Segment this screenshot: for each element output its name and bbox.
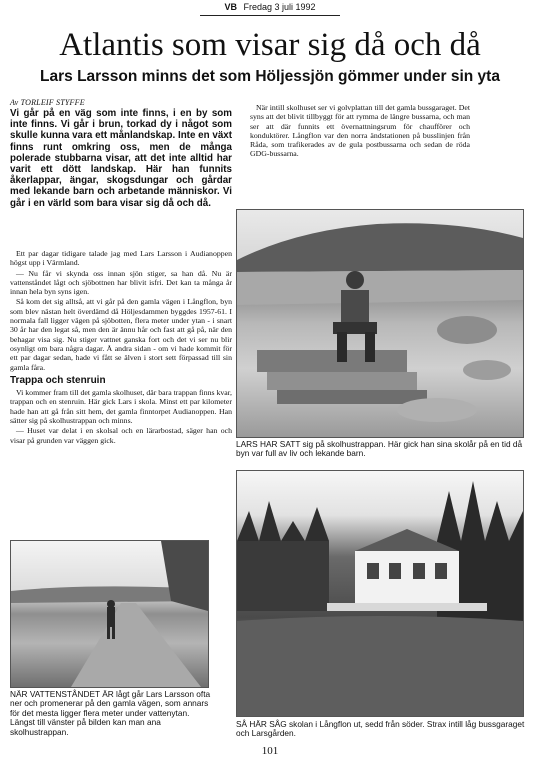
photo-old-school xyxy=(236,470,524,717)
page-header xyxy=(0,2,540,12)
body-paragraph: — Nu får vi skynda oss innan sjön stiger, sa han då. Nu är vattenståndet lågt och sjöbottnen har blivit isfri. Det kan ta många år innan hela byn syns igen. xyxy=(10,268,232,297)
photo-road-illustration xyxy=(11,541,208,687)
body-paragraph: Så kom det sig alltså, att vi går på den gamla vägen i Långflon, byn som blev nästan helt överdämd då Höljesdammen byggdes 1957-61. I normala fall ligger vägen på sjöbotten, flera meter under ytan - i snart 30 år har den legat så, men den är ännu hår och fast att gå på, när den behagar visa sig. Nu stiger vattnet ganska fort och det vi ser nu blir osynligt om bara några dagar. Å andra sidan - om vi hade kommit för ett par dagar sedan, hade vi fått se älven i stort sett förpassad till sin gamla fåra. xyxy=(10,297,232,372)
photo-stairs-illustration xyxy=(237,210,523,437)
photo-school-illustration xyxy=(237,471,523,716)
article-column-2 xyxy=(250,103,470,159)
caption-school xyxy=(236,720,526,739)
caption-text: sig på skolhustrappan. Här gick han sina skolår på en tid då byn var full av liv och lekande barn. xyxy=(236,439,523,459)
body-paragraph: När intill skolhuset ser vi golvplattan till det gamla bussgaraget. Det syns att det blivit tillbyggt för att rymma de längre bussarna, och man ser att där funnits ett övernattningsrum för chaufförer och konduktörer. Långflon var den norra ändstationen på busslinjen från Råda, som trafikerades av de gula postbussarna och sedan de röda GDG-bussarna. xyxy=(250,103,470,159)
section-subheading: Trappa och stenruin xyxy=(10,374,106,386)
header-rule xyxy=(200,15,340,16)
caption-lead: LARS HAR SATT xyxy=(236,439,301,449)
body-paragraph: Vi kommer fram till det gamla skolhuset, där bara trappan finns kvar, trappan och en stenruin. Här gick Lars i skola. Minst ett par kilometer hade han att gå från sitt hem, det gamla finntorpet Audianoppen. Han sätter sig på skolhustrappan och minns. xyxy=(10,388,232,426)
caption-lead: SÅ HÄR SÅG xyxy=(236,719,287,729)
subheadline: Lars Larsson minns det som Höljessjön gömmer under sin yta xyxy=(40,68,500,85)
photo-man-on-stairs xyxy=(236,209,524,438)
issue-date: Fredag 3 juli 1992 xyxy=(243,2,316,12)
body-paragraph: — Huset var delat i en skolsal och en lärarbostad, säger han och visar på grunden var väggen gick. xyxy=(10,426,232,445)
byline: Av TORLEIF STYFFE xyxy=(10,98,85,107)
caption-text: lågt går Lars Larsson ofta ner och promenerar på den gamla vägen, som annars för det mesta ligger flera meter under vattenytan. Längst till vänster på bilden kan man ana skolhustrappan. xyxy=(10,689,211,737)
caption-stairs xyxy=(236,440,526,459)
body-paragraph: Ett par dagar tidigare talade jag med Lars Larsson i Audianoppen högst upp i Värmland. xyxy=(10,249,232,268)
photo-man-on-road xyxy=(10,540,209,688)
caption-text: skolan i Långflon ut, sedd från söder. Strax intill låg bussgaraget och Larsgården. xyxy=(236,719,525,739)
article-column-1 xyxy=(10,249,232,446)
headline: Atlantis som visar sig då och då xyxy=(59,27,481,63)
caption-lead: NÄR VATTENSTÅNDET ÄR xyxy=(10,689,114,699)
ingress: Vi går på en väg som inte finns, i en by som inte finns. Vi går i brun, torkad dy i något som skulle kunna vara ett månlandskap. Inte en växt finns runt omkring oss, men de många polerade stubbarna visar, att det inte alltid har varit ett dött landskap. Här han funnits åkerlappar, ängar, skogsdungar och gårdar med lekande barn och arbetande människor. Vi går i en värld som bara visar sig då och då. xyxy=(10,108,232,209)
caption-road xyxy=(10,690,215,737)
page-number: 101 xyxy=(261,745,279,757)
section-label: VB xyxy=(224,2,237,12)
